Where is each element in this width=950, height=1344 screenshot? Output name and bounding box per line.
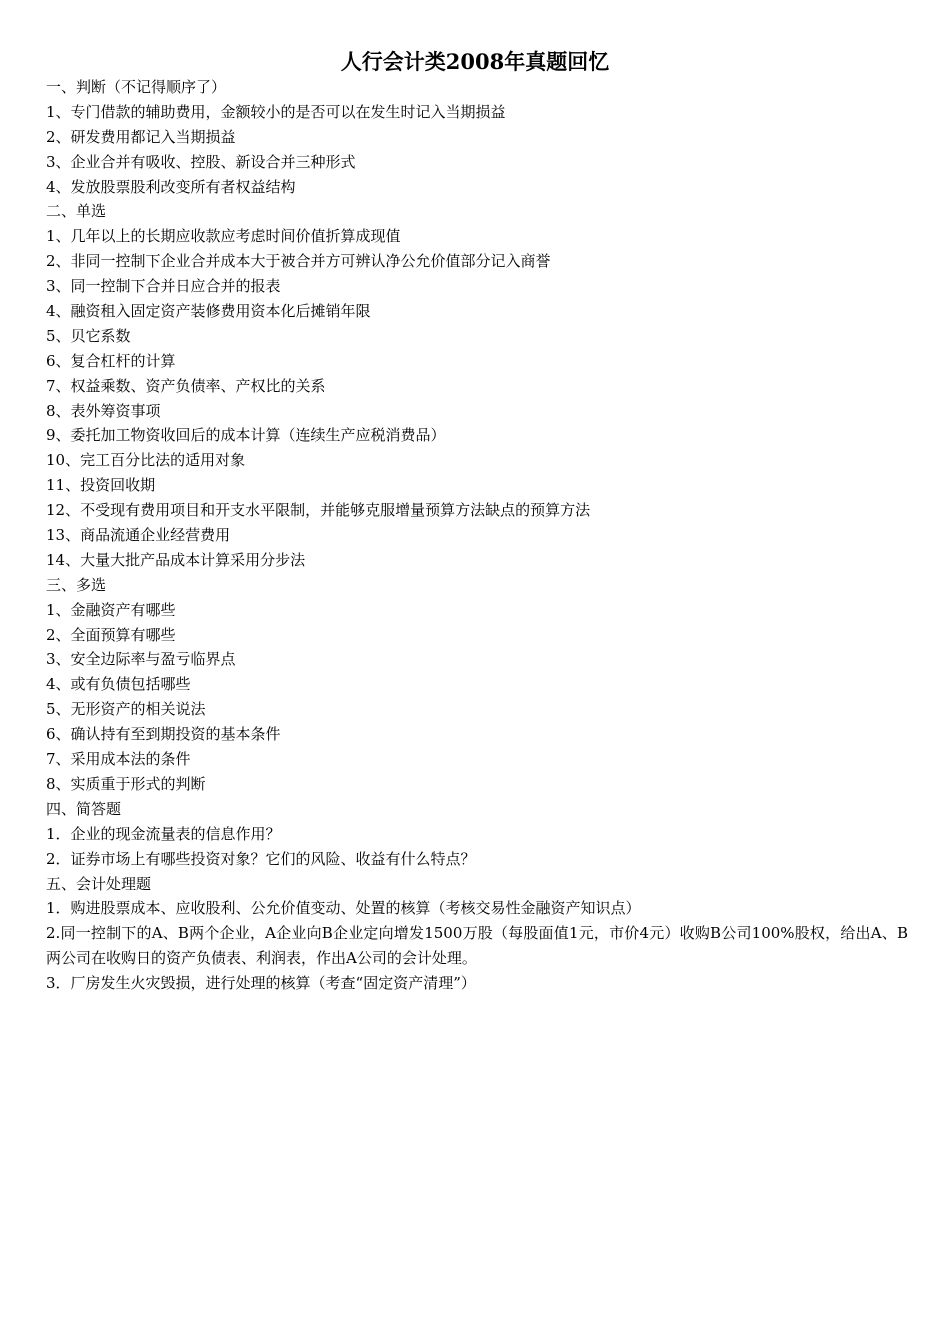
document-title: 人行会计类2008年真题回忆 (340, 49, 610, 74)
list-item: 6、复合杠杆的计算 (46, 351, 176, 370)
list-item-wrapped: 2.同一控制下的A、B两个企业，A企业向B企业定向增发1500万股（每股面值1元，市价4元）收购B公司100%股权，给出A、B两公司在收购日的资产负债表、利润表，作出A公司的会计处理。 (46, 924, 908, 968)
list-item: 8、实质重于形式的判断 (46, 774, 206, 793)
section-heading-single-choice: 二、单选 (46, 202, 107, 221)
list-item: 12、不受现有费用项目和开支水平限制，并能够克服增量预算方法缺点的预算方法 (46, 501, 591, 520)
list-item: 6、确认持有至到期投资的基本条件 (46, 725, 281, 744)
section-heading-short-answer: 四、简答题 (46, 799, 122, 818)
list-item: 14、大量大批产品成本计算采用分步法 (46, 550, 306, 569)
list-item: 1．购进股票成本、应收股利、公允价值变动、处置的核算（考核交易性金融资产知识点） (46, 899, 641, 918)
list-item: 5、贝它系数 (46, 326, 131, 345)
list-item: 3、企业合并有吸收、控股、新设合并三种形式 (46, 152, 356, 171)
list-item: 9、委托加工物资收回后的成本计算（连续生产应税消费品） (46, 426, 446, 445)
list-item: 11、投资回收期 (46, 476, 156, 495)
list-item: 4、或有负债包括哪些 (46, 675, 191, 694)
list-item: 3、安全边际率与盈亏临界点 (46, 650, 236, 669)
list-item: 3．厂房发生火灾毁损，进行处理的核算（考查“固定资产清理”） (46, 974, 476, 993)
list-item: 1．企业的现金流量表的信息作用？ (46, 824, 281, 843)
list-item: 10、完工百分比法的适用对象 (46, 451, 246, 470)
list-item: 1、金融资产有哪些 (46, 600, 176, 619)
list-item: 2、非同一控制下企业合并成本大于被合并方可辨认净公允价值部分记入商誉 (46, 252, 551, 271)
list-item: 3、同一控制下合并日应合并的报表 (46, 277, 281, 296)
section-heading-multiple-choice: 三、多选 (46, 575, 107, 594)
section-heading-judgment: 一、判断（不记得顺序了） (46, 78, 227, 96)
list-item: 2、全面预算有哪些 (46, 625, 176, 644)
list-item: 2．证券市场上有哪些投资对象？它们的风险、收益有什么特点？ (46, 849, 476, 868)
list-item: 2、研发费用都记入当期损益 (46, 127, 236, 146)
list-item: 8、表外筹资事项 (46, 401, 161, 420)
list-item: 4、融资租入固定资产装修费用资本化后摊销年限 (46, 302, 371, 321)
list-item: 5、无形资产的相关说法 (46, 700, 206, 719)
list-item: 1、专门借款的辅助费用，金额较小的是否可以在发生时记入当期损益 (46, 102, 506, 121)
document-body (46, 75, 908, 996)
list-item: 7、权益乘数、资产负债率、产权比的关系 (46, 376, 326, 395)
list-item: 1、几年以上的长期应收款应考虑时间价值折算成现值 (46, 227, 401, 246)
list-item: 13、商品流通企业经营费用 (46, 526, 231, 545)
list-item: 4、发放股票股利改变所有者权益结构 (46, 177, 296, 196)
list-item: 7、采用成本法的条件 (46, 750, 191, 769)
section-heading-accounting: 五、会计处理题 (46, 874, 152, 893)
